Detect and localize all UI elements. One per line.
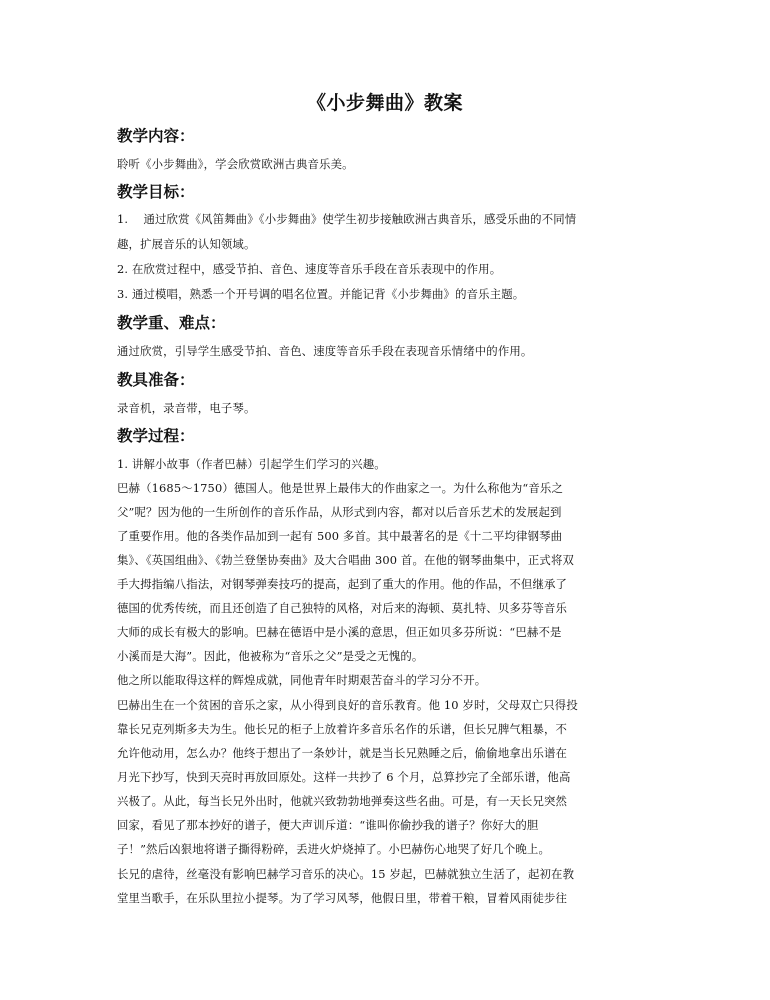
process-line-16: 回家，看见了那本抄好的谱子，便大声训斥道：“谁叫你偷抄我的谱子？你好大的胆 [117,818,539,832]
materials-line-1: 录音机，录音带，电子琴。 [117,401,256,415]
process-line-2: 巴赫（1685～1750）德国人。他是世界上最伟大的作曲家之一。为什么称他为“音乐之 [117,481,563,495]
document-title: 《小步舞曲》教案 [306,92,463,114]
process-line-9: 小溪而是大海”。因此，他被称为“音乐之父”是受之无愧的。 [117,649,424,663]
process-line-3: 父”呢？因为他的一生所创作的音乐作品，从形式到内容，都对以后音乐艺术的发展起到 [117,505,562,519]
focus-line-1: 通过欣赏，引导学生感受节拍、音色、速度等音乐手段在表现音乐情绪中的作用。 [117,344,533,358]
process-line-19: 堂里当歌手，在乐队里拉小提琴。为了学习风琴，他假日里，带着干粮，冒着风雨徒步往 [117,891,568,905]
process-line-12: 靠长兄克列斯多夫为生。他长兄的柜子上放着许多音乐名作的乐谱，但长兄脾气粗暴，不 [117,722,568,736]
goals-line-2: 趣，扩展音乐的认知领域。 [117,237,256,251]
process-line-14: 月光下抄写，快到天亮时再放回原处。这样一共抄了 6 个月，总算抄完了全部乐谱，他高 [117,770,571,784]
goals-line-3: 2. 在欣赏过程中，感受节拍、音色、速度等音乐手段在音乐表现中的作用。 [117,262,502,276]
section-heading-materials: 教具准备： [117,370,195,389]
process-line-6: 手大拇指编八指法，对钢琴弹奏技巧的提高，起到了重大的作用。他的作品，不但继承了 [117,577,568,591]
goals-line-1: 1. 通过欣赏《风笛舞曲》《小步舞曲》使学生初步接触欧洲古典音乐，感受乐曲的不同情 [117,212,577,226]
goals-line-4: 3. 通过模唱，熟悉一个开号调的唱名位置。并能记背《小步舞曲》的音乐主题。 [117,287,525,301]
content-line-1: 聆听《小步舞曲》，学会欣赏欧洲古典音乐美。 [117,157,354,171]
process-line-11: 巴赫出生在一个贫困的音乐之家，从小得到良好的音乐教育。他 10 岁时，父母双亡只得投 [117,698,578,712]
process-line-1: 1. 讲解小故事（作者巴赫）引起学生们学习的兴趣。 [117,457,386,471]
process-line-10: 他之所以能取得这样的辉煌成就，同他青年时期艰苦奋斗的学习分不开。 [117,673,487,687]
process-line-18: 长兄的虐待，丝毫没有影响巴赫学习音乐的决心。15 岁起，巴赫就独立生活了，起初在教 [117,867,575,881]
process-line-7: 德国的优秀传统，而且还创造了自己独特的风格，对后来的海顿、莫扎特、贝多芬等音乐 [117,601,568,615]
process-line-5: 集》、《英国组曲》、《勃兰登堡协奏曲》及大合唱曲 300 首。在他的钢琴曲集中，正式将双 [117,553,575,567]
section-heading-process: 教学过程： [117,426,195,445]
process-line-15: 兴极了。从此，每当长兄外出时，他就兴致勃勃地弹奏这些名曲。可是，有一天长兄突然 [117,794,568,808]
process-line-4: 了重要作用。他的各类作品加到一起有 500 多首。其中最著名的是《十二平均律钢琴曲 [117,529,563,543]
section-heading-goals: 教学目标： [117,182,195,201]
process-line-8: 大师的成长有极大的影响。巴赫在德语中是小溪的意思，但正如贝多芬所说：“巴赫不是 [117,625,562,639]
process-line-17: 子！”然后凶狠地将谱子撕得粉碎，丢进火炉烧掉了。小巴赫伤心地哭了好几个晚上。 [117,842,550,856]
section-heading-focus: 教学重、难点： [117,313,226,332]
process-line-13: 允许他动用，怎么办？他终于想出了一条妙计，就是当长兄熟睡之后，偷偷地拿出乐谱在 [117,746,568,760]
section-heading-content: 教学内容： [117,126,195,145]
